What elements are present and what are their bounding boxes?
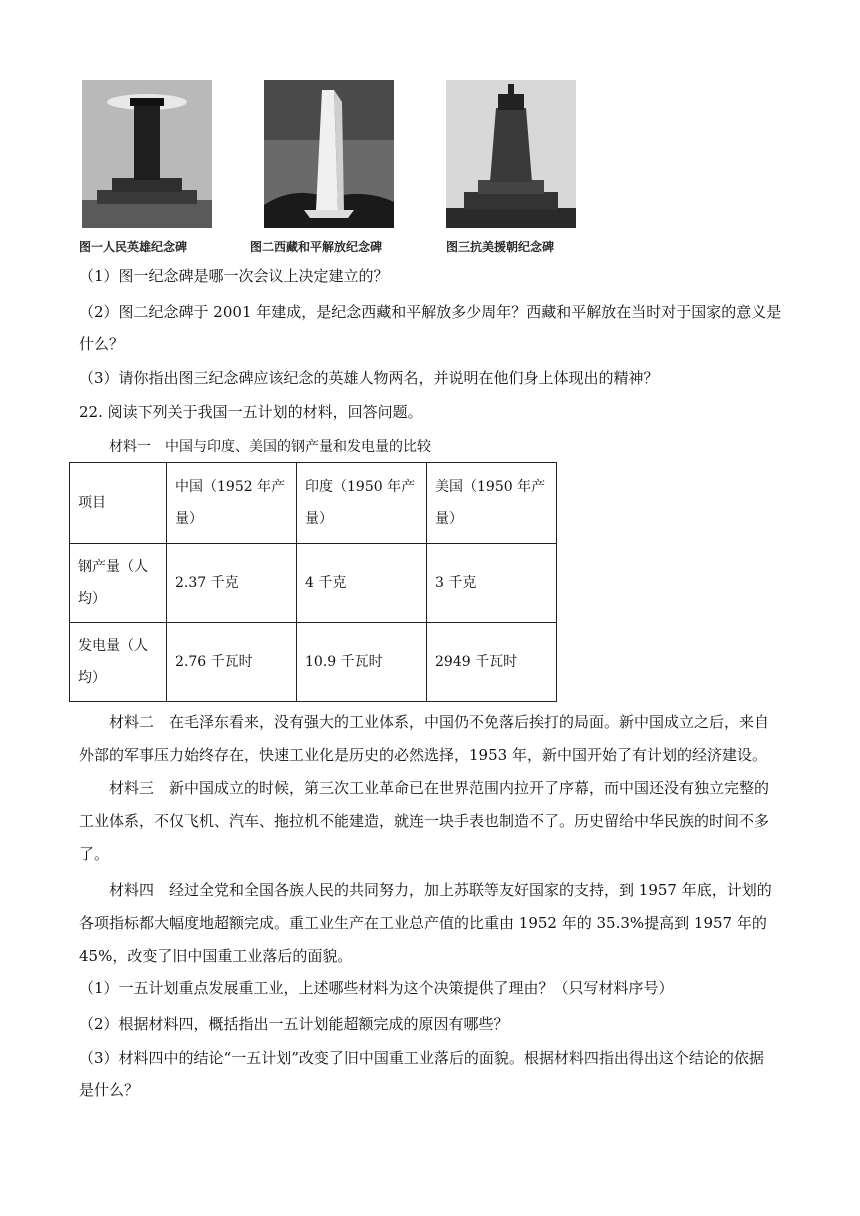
table-header-cell: 印度（1950 年产量） bbox=[297, 463, 427, 544]
table-header-cell: 中国（1952 年产量） bbox=[167, 463, 297, 544]
table-cell: 3 千克 bbox=[427, 544, 557, 623]
comparison-table bbox=[69, 462, 557, 702]
figure-3-image bbox=[446, 80, 576, 228]
table-cell: 2.37 千克 bbox=[167, 544, 297, 623]
figure-3-caption: 图三抗美援朝纪念碑 bbox=[446, 240, 555, 254]
table-cell: 发电量（人均） bbox=[70, 623, 167, 702]
material-1-title: 材料一 中国与印度、美国的钢产量和发电量的比较 bbox=[109, 439, 431, 455]
q22-subquestion-1: （1）一五计划重点发展重工业，上述哪些材料为这个决策提供了理由？（只写材料序号） bbox=[79, 979, 674, 997]
table-row bbox=[70, 544, 557, 623]
table-row bbox=[70, 623, 557, 702]
q22-subquestion-2: （2）根据材料四，概括指出一五计划能超额完成的原因有哪些？ bbox=[79, 1015, 509, 1033]
monument-tower-icon bbox=[446, 80, 576, 228]
q21-subquestion-1: （1）图一纪念碑是哪一次会议上决定建立的？ bbox=[79, 267, 389, 285]
table-header-cell: 美国（1950 年产量） bbox=[427, 463, 557, 544]
table-cell: 10.9 千瓦时 bbox=[297, 623, 427, 702]
table-cell: 2.76 千瓦时 bbox=[167, 623, 297, 702]
figure-1-caption: 图一人民英雄纪念碑 bbox=[79, 240, 188, 254]
q21-subquestion-2-line-1: （2）图二纪念碑于 2001 年建成，是纪念西藏和平解放多少周年？西藏和平解放在当时对于国家的意义是 bbox=[79, 303, 782, 321]
figure-2-caption: 图二西藏和平解放纪念碑 bbox=[250, 240, 383, 254]
q21-subquestion-3: （3）请你指出图三纪念碑应该纪念的英雄人物两名，并说明在他们身上体现出的精神？ bbox=[79, 369, 659, 387]
q21-subquestion-2-line-2: 什么？ bbox=[79, 335, 125, 353]
monument-spire-icon bbox=[264, 80, 394, 228]
figure-1-image bbox=[82, 80, 212, 228]
table-cell: 4 千克 bbox=[297, 544, 427, 623]
q22-subquestion-3-line-1: （3）材料四中的结论“一五计划”改变了旧中国重工业落后的面貌。根据材料四指出得出这个结论的依据 bbox=[79, 1049, 764, 1067]
material-3-paragraph: 材料三 新中国成立的时候，第三次工业革命已在世界范围内拉开了序幕，而中国还没有独立完整的工业体系，不仅飞机、汽车、拖拉机不能建造，就连一块手表也制造不了。历史留给中华民族的时间不多了。 bbox=[79, 779, 770, 863]
material-4-paragraph: 材料四 经过全党和全国各族人民的共同努力，加上苏联等友好国家的支持，到 1957 年底，计划的各项指标都大幅度地超额完成。重工业生产在工业总产值的比重由 1952 年的 35.3%提高到 1957 年的 45%，改变了旧中国重工业落后的面貌。 bbox=[79, 881, 772, 965]
figure-2-image bbox=[264, 80, 394, 228]
monument-tower-icon bbox=[82, 80, 212, 228]
table-cell: 2949 千瓦时 bbox=[427, 623, 557, 702]
q22-subquestion-3-line-2: 是什么？ bbox=[79, 1081, 140, 1099]
table-header-cell: 项目 bbox=[70, 463, 167, 544]
table-cell: 钢产量（人均） bbox=[70, 544, 167, 623]
q22-title: 22. 阅读下列关于我国一五计划的材料，回答问题。 bbox=[79, 403, 423, 421]
material-2-paragraph: 材料二 在毛泽东看来，没有强大的工业体系，中国仍不免落后挨打的局面。新中国成立之后，来自外部的军事压力始终存在，快速工业化是历史的必然选择，1953 年，新中国开始了有计划的经济建设。 bbox=[79, 713, 770, 764]
table-header-row bbox=[70, 463, 557, 544]
